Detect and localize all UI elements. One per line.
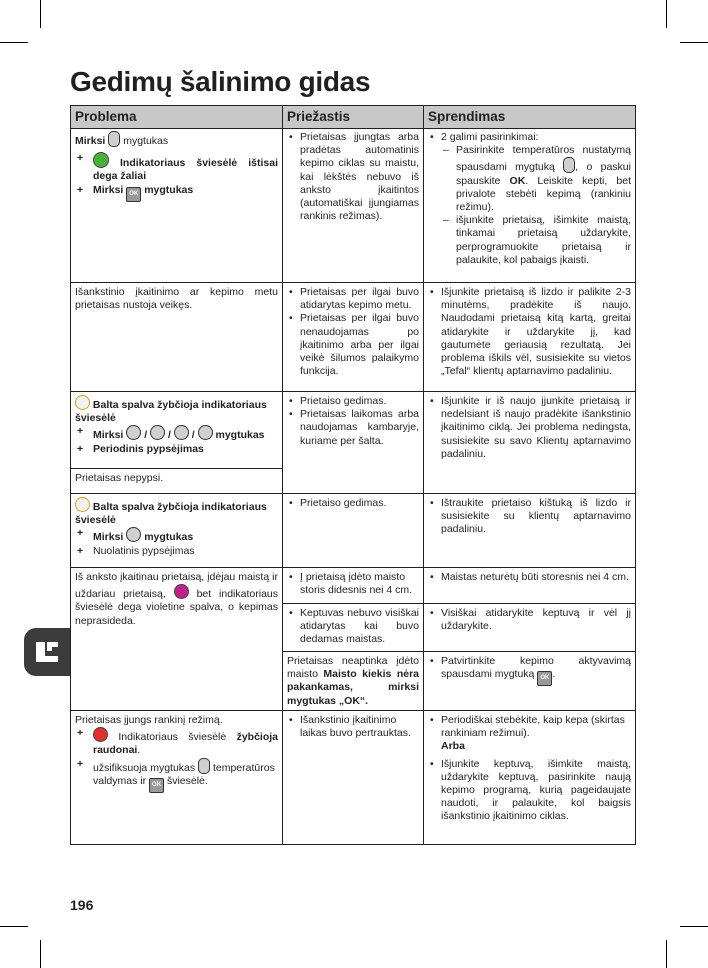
- menu-button-icon: [126, 425, 141, 440]
- violet-indicator-icon: [174, 584, 189, 599]
- page-number: 196: [70, 897, 94, 913]
- row-divider: [282, 651, 635, 652]
- page-title: Gedimų šalinimo gidas: [70, 66, 371, 97]
- crop-mark: [0, 926, 28, 927]
- row6-solution: • Periodiškai stebėkite, kaip kepa (skirtas rankiniam režimui). Arba • Išjunkite keptuvą, išimkite maistą, uždarykite keptuvą, pasirinkite naują kepimo programą, kurią pageidaujate naudoti, ir palaukite, kol baigsis išankstinio įkaitinimo ciklas.: [424, 712, 635, 826]
- row4-cause: • Prietaiso gedimas.: [283, 495, 423, 512]
- green-indicator-icon: [93, 152, 109, 168]
- crop-mark: [666, 940, 667, 968]
- row6-problem: Prietaisas įjungs rankinį režimą. + Indikatoriaus šviesėlė žybčioja raudonai. + užsifiksuoja mygtukas temperatūros valdymas ir OK šviesėlė.: [71, 712, 282, 795]
- crop-mark: [40, 0, 41, 28]
- white-indicator-icon: [75, 497, 90, 512]
- row3-cause: • Prietaiso gedimas. • Prietaisas laikomas arba naudojamas kambaryje, kuriame per šalta.: [283, 393, 423, 450]
- header-problem: Problema: [71, 106, 282, 128]
- row-divider: [71, 567, 635, 568]
- row5-cause2: • Keptuvas nebuvo visiškai atidarytas kai buvo dedamas maistas.: [283, 605, 423, 649]
- row2-cause: • Prietaisas per ilgai buvo atidarytas kepimo metu. • Prietaisas per ilgai buvo nenaudojamas po įkaitinimo arba per ilgai veikė šilumos palaikymo funkcija.: [283, 284, 423, 380]
- row5-solution2: • Visiškai atidarykite keptuvą ir vėl jį uždarykite.: [424, 605, 635, 635]
- language-side-tab: [24, 628, 70, 676]
- row1-problem: Mirksi mygtukas + Indikatoriaus šviesėlė ištisai dega žaliai + Mirksi OK mygtukas: [71, 129, 282, 204]
- row4-solution: • Ištraukite prietaiso kištuką iš lizdo ir susisiekite su klientų aptarnavimo padaliniu.: [424, 495, 635, 539]
- white-indicator-icon: [75, 395, 90, 410]
- crop-mark: [0, 42, 28, 43]
- row2-problem: Išankstinio įkaitinimo ar kepimo metu prietaisas nustoja veikęs.: [75, 286, 278, 312]
- mode-button-icon: [198, 425, 213, 440]
- row5-solution3: • Patvirtinkite kepimo aktyvavimą spausdami mygtuką OK .: [424, 653, 635, 688]
- row-divider: [282, 603, 635, 604]
- row-divider: [71, 493, 635, 494]
- row3-problem-extra: Prietaisas nepypsi.: [75, 472, 164, 484]
- crop-mark: [680, 42, 708, 43]
- ok-button-icon: OK: [149, 778, 164, 793]
- row-divider: [71, 391, 635, 392]
- troubleshooting-table: [70, 105, 636, 845]
- row-divider: [71, 710, 635, 711]
- row6-cause: • Išankstinio įkaitinimo laikas buvo pertrauktas.: [283, 712, 423, 742]
- row5-problem: Iš anksto įkaitinau prietaisą, įdėjau maistą ir uždariau prietaisą, bet indikatoriaus šviesėlė dega violetine spalva, o kepimas neprasideda.: [75, 571, 278, 627]
- row2-solution: • Išjunkite prietaisą iš lizdo ir palikite 2-3 minutėms, pradėkite iš naujo. Naudodami prietaisą kitą kartą, greitai atidarykite ir uždarykite jį, kad gautumėte geriausią rezultatą. Jei problema iškils vėl, susisiekite su vietos „Tefal“ klientų aptarnavimo padaliniu.: [424, 284, 635, 380]
- row-divider: [71, 282, 635, 283]
- crop-mark: [680, 926, 708, 927]
- grill-button-icon: [150, 425, 165, 440]
- row1-solution: • 2 galimi pasirinkimai: – Pasirinkite temperatūros nustatymą spausdami mygtuką , o paskui spauskite OK. Leiskite kepti, bet privalote stebėti kepimą (rankiniu režimu). – išjunkite prietaisą, išimkite maistą, tinkamai prietaisą uždarykite, perprogramuokite prietaisą ir palaukite, kol pabaigs įkaisti.: [424, 129, 635, 269]
- lithuanian-tab-icon: [33, 638, 61, 666]
- header-cause: Priežastis: [283, 106, 423, 128]
- row5-cause1: • Į prietaisą įdėto maisto storis didesnis nei 4 cm.: [283, 569, 423, 599]
- row3-problem: Balta spalva žybčioja indikatoriaus šviesėlė + Mirksi / / / mygtukas + Periodinis pypsėjimas: [71, 393, 282, 458]
- menu-button-icon: [126, 527, 141, 542]
- row5-cause3: Prietaisas neaptinka įdėto maisto Maisto kiekis nėra pakankamas, mirksi mygtukas „OK“.: [287, 655, 419, 707]
- temperature-button-icon: [563, 157, 575, 173]
- header-solution: Sprendimas: [424, 106, 635, 128]
- ok-button-icon: OK: [537, 671, 552, 686]
- crop-mark: [666, 0, 667, 28]
- row4-problem: Balta spalva žybčioja indikatoriaus šviesėlė + Mirksi mygtukas + Nuolatinis pypsėjimas: [71, 495, 282, 560]
- crop-mark: [40, 940, 41, 968]
- row5-solution1: • Maistas neturėtų būti storesnis nei 4 cm.: [424, 569, 635, 586]
- ok-button-icon: OK: [126, 187, 141, 202]
- red-indicator-icon: [93, 727, 108, 742]
- temperature-button-icon: [108, 131, 120, 147]
- row3-solution: • Išjunkite ir iš naujo įjunkite prietaisą ir nedelsiant iš naujo pradėkite išankstinio įkaitinimo ciklą. Jei problema nedingsta, susisiekite su savo Klientų aptarnavimo padaliniu.: [424, 393, 635, 463]
- row1-cause: • Prietaisas įjungtas arba pradėtas automatinis kepimo ciklas su maistu, kai lėkštės nebuvo iš anksto įkaitintos (automatiškai įjungiamas rankinis režimas).: [283, 129, 423, 225]
- temperature-button-icon: [198, 758, 210, 774]
- row-divider: [71, 468, 282, 469]
- program-button-icon: [174, 425, 189, 440]
